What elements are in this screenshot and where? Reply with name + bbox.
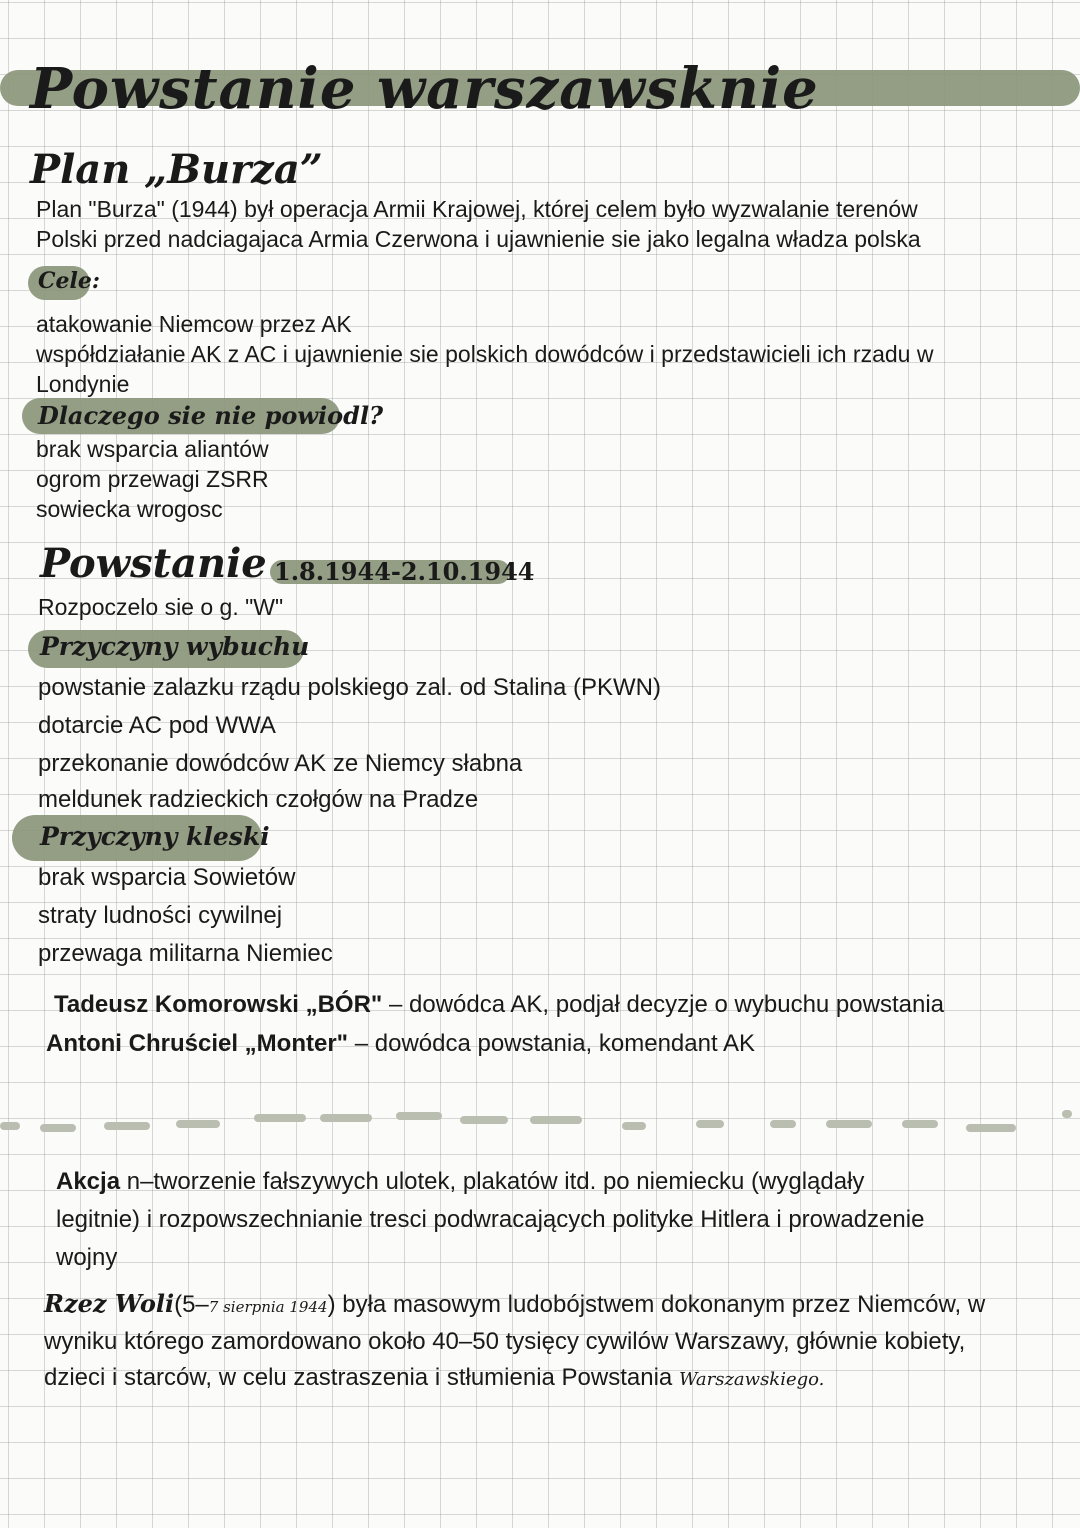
plan-desc-line-1: Plan "Burza" (1944) był operacja Armii Krajowej, której celem było wyzwalanie terenów [36,196,918,222]
separator-dash [40,1124,76,1132]
rzez-term: Rzez Woli [44,1289,175,1318]
cause-item: dotarcie AC pod WWA [38,712,276,739]
separator-dash [696,1120,724,1128]
separator-dash [622,1122,646,1130]
separator-dash [320,1114,372,1122]
plan-desc-line-2: Polski przed nadciagajaca Armia Czerwona i ujawnienie sie jako legalna władza polska [36,226,921,252]
defeat-item: straty ludności cywilnej [38,902,283,929]
separator-dash [104,1122,150,1130]
why-item: sowiecka wrogosc [36,496,223,522]
rzez-text: była masowym ludobójstwem dokonanym przez Niemców, w [335,1291,986,1318]
goal-item: współdziałanie AK z AC i ujawnienie sie polskich dowódców i przedstawicieli ich rzadu w [36,341,934,367]
plan-heading: Plan „Burza” [30,146,323,193]
uprising-start: Rozpoczelo sie o g. "W" [38,594,284,620]
goals-label: Cele: [38,268,100,294]
rzez-line-3 [44,1359,824,1399]
separator-dash [176,1120,220,1128]
uprising-dates: 1.8.1944-2.10.1944 [274,557,535,586]
separator-dash [902,1120,938,1128]
rzez-line-1 [44,1285,985,1326]
page-title: Powstanie warszawsknie [30,56,819,122]
separator-dash [396,1112,442,1120]
cause-item: przekonanie dowódców AK ze Niemcy słabna [38,750,523,777]
akcja-line-1 [56,1163,864,1201]
person-name: Antoni Chruściel „Monter" [46,1030,349,1057]
rzez-date-close: ) [327,1291,336,1318]
rzez-line-2: wyniku którego zamordowano około 40–50 tysięcy cywilów Warszawy, głównie kobiety, [44,1328,966,1355]
separator-dash [254,1114,306,1122]
separator-dash [770,1120,796,1128]
goal-item: atakowanie Niemcow przez AK [36,311,352,337]
person-name: Tadeusz Komorowski „BÓR" [54,991,383,1018]
rzez-date: 7 sierpnia 1944 [208,1298,328,1316]
defeat-item: przewaga militarna Niemiec [38,940,333,967]
why-item: ogrom przewagi ZSRR [36,466,269,492]
akcja-text: n–tworzenie fałszywych ulotek, plakatów itd. po niemiecku (wyglądały [120,1168,865,1195]
cause-item: meldunek radzieckich czołgów na Pradze [38,786,479,813]
why-item: brak wsparcia aliantów [36,436,269,462]
goal-item: Londynie [36,371,130,397]
akcja-term: Akcja [56,1168,121,1195]
rzez-date-open: (5– [174,1291,209,1318]
separator-dash [530,1116,582,1124]
separator-dash [826,1120,872,1128]
cause-item: powstanie zalazku rządu polskiego zal. od Stalina (PKWN) [38,674,661,701]
rzez-line-3-main: dzieci i starców, w celu zastraszenia i stłumienia Powstania [44,1364,679,1391]
person-komorowski [54,986,944,1024]
separator-dash [1062,1110,1072,1118]
separator-dash [966,1124,1016,1132]
akcja-line-3: wojny [56,1244,118,1271]
separator-dash [460,1116,508,1124]
causes-label: Przyczyny wybuchu [40,632,310,661]
uprising-heading: Powstanie [40,540,267,587]
defeat-item: brak wsparcia Sowietów [38,864,296,891]
akcja-line-2: legitnie) i rozpowszechnianie tresci podwracających polityke Hitlera i prowadzenie [56,1206,925,1233]
why-label: Dlaczego sie nie powiodl? [38,401,384,430]
person-chrusciel [46,1025,755,1063]
separator-dash [0,1122,20,1130]
rzez-line-3-script: Warszawskiego. [678,1369,825,1390]
person-desc: – dowódca AK, podjał decyzje o wybuchu powstania [382,991,945,1018]
person-desc: – dowódca powstania, komendant AK [348,1030,755,1057]
defeat-label: Przyczyny kleski [40,822,270,851]
